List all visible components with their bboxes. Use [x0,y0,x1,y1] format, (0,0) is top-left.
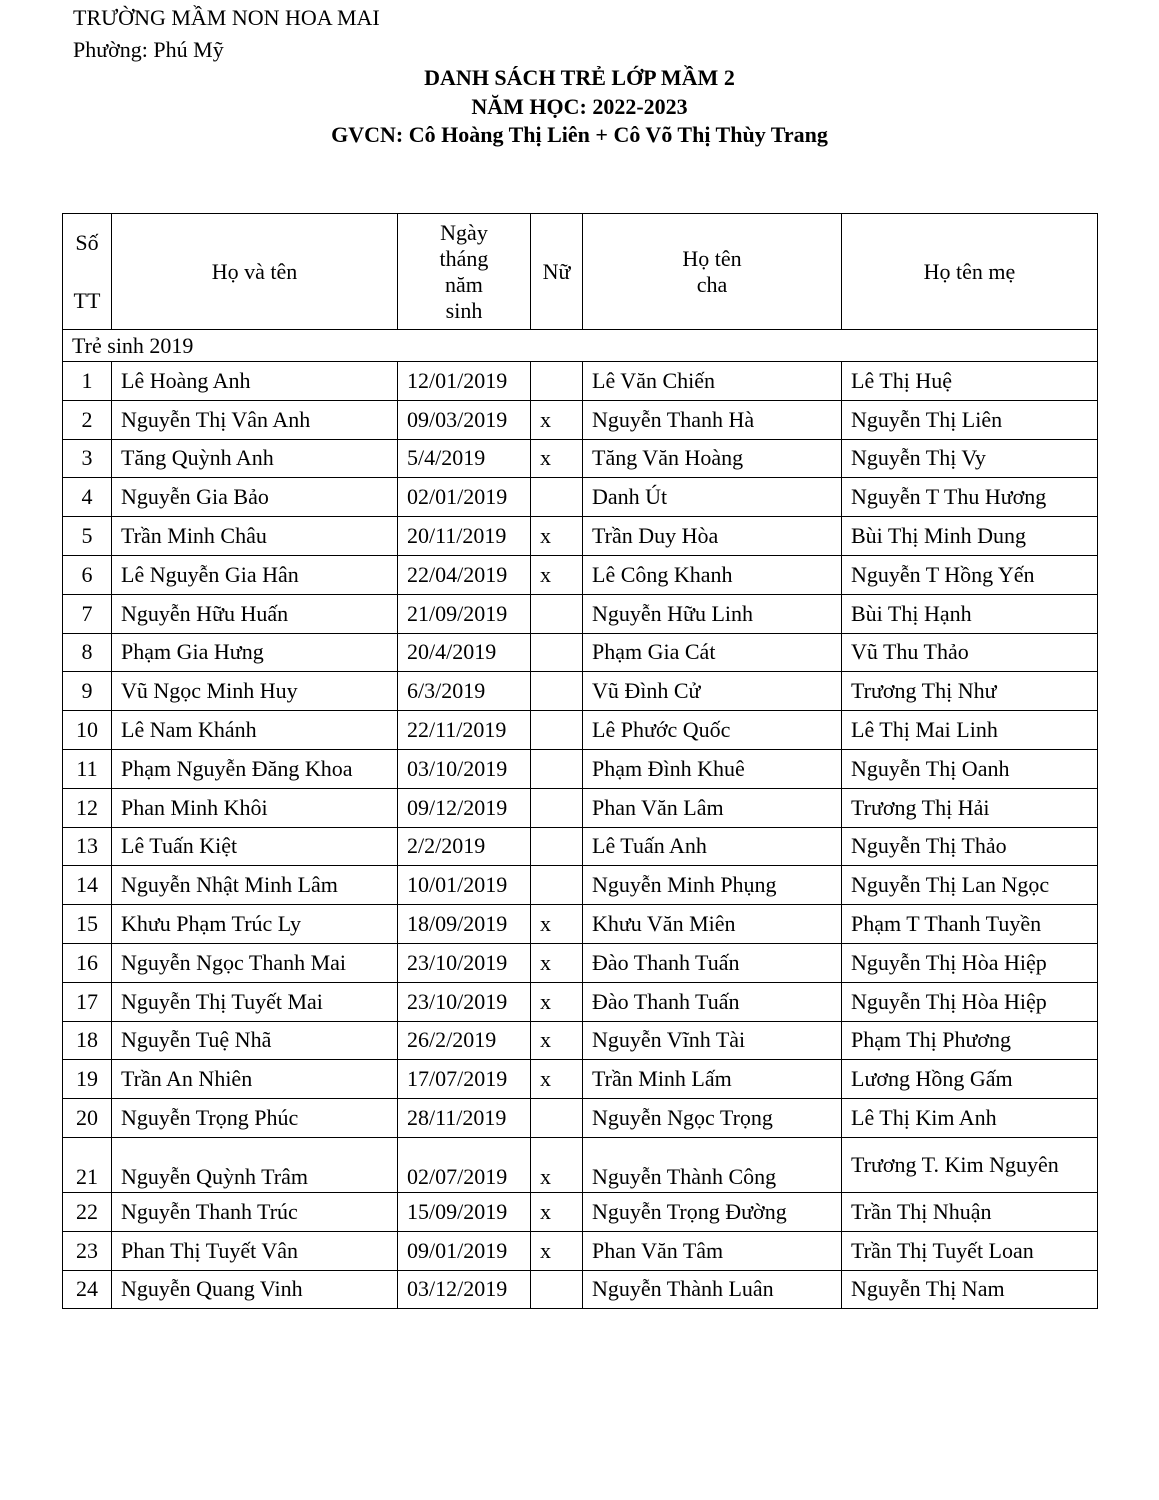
table-row [63,1021,1098,1060]
row-name: Vũ Ngọc Minh Huy [112,672,398,711]
row-female [531,1270,583,1309]
row-dob: 20/11/2019 [398,517,531,556]
row-name: Phan Minh Khôi [112,788,398,827]
row-female [531,788,583,827]
row-mother: Lê Thị Huệ [842,362,1098,401]
row-stt: 6 [63,555,112,594]
document-titles [0,64,1159,150]
row-dob: 15/09/2019 [398,1192,531,1231]
row-father: Lê Công Khanh [583,555,842,594]
table-row [63,1270,1098,1309]
row-name: Tăng Quỳnh Anh [112,439,398,478]
row-mother: Trần Thị Nhuận [842,1192,1098,1231]
row-dob: 09/01/2019 [398,1231,531,1270]
table-row [63,594,1098,633]
row-female: x [531,555,583,594]
row-mother: Nguyễn Thị Hòa Hiệp [842,982,1098,1021]
row-female [531,594,583,633]
table-row [63,1137,1098,1192]
row-mother: Nguyễn Thị Lan Ngọc [842,866,1098,905]
row-dob: 10/01/2019 [398,866,531,905]
row-mother: Nguyễn Thị Thảo [842,827,1098,866]
row-stt: 2 [63,400,112,439]
table-row [63,1192,1098,1231]
header-dob-2: tháng [439,245,489,271]
row-father: Đào Thanh Tuấn [583,943,842,982]
row-father: Lê Văn Chiến [583,362,842,401]
header-dob [398,214,531,330]
table-body [63,330,1098,1309]
row-stt: 24 [63,1270,112,1309]
row-stt: 7 [63,594,112,633]
row-mother: Lê Thị Mai Linh [842,711,1098,750]
header-father [583,214,842,330]
row-dob: 28/11/2019 [398,1099,531,1138]
row-dob: 09/03/2019 [398,400,531,439]
row-name: Nguyễn Thị Vân Anh [112,400,398,439]
row-mother: Lương Hồng Gấm [842,1060,1098,1099]
row-name: Nguyễn Quang Vinh [112,1270,398,1309]
row-dob: 23/10/2019 [398,982,531,1021]
row-name: Phạm Gia Hưng [112,633,398,672]
table-row [63,439,1098,478]
row-female [531,633,583,672]
row-dob: 12/01/2019 [398,362,531,401]
row-stt: 15 [63,905,112,944]
row-name: Nguyễn Ngọc Thanh Mai [112,943,398,982]
row-mother: Bùi Thị Hạnh [842,594,1098,633]
row-female: x [531,400,583,439]
row-dob: 21/09/2019 [398,594,531,633]
row-female: x [531,1231,583,1270]
row-stt: 14 [63,866,112,905]
row-stt: 10 [63,711,112,750]
table-row [63,711,1098,750]
row-dob: 22/04/2019 [398,555,531,594]
row-father: Đào Thanh Tuấn [583,982,842,1021]
row-name: Nguyễn Trọng Phúc [112,1099,398,1138]
row-name: Nguyễn Thị Tuyết Mai [112,982,398,1021]
header-father-1: Họ tên [682,245,742,271]
row-father: Tăng Văn Hoàng [583,439,842,478]
row-father: Phạm Gia Cát [583,633,842,672]
group-row [63,330,1098,362]
header-mother: Họ tên mẹ [842,214,1098,330]
table-row [63,749,1098,788]
row-mother: Nguyễn Thị Nam [842,1270,1098,1309]
row-name: Nguyễn Hữu Huấn [112,594,398,633]
row-stt: 21 [63,1137,112,1192]
row-female: x [531,982,583,1021]
table-row [63,943,1098,982]
row-dob: 17/07/2019 [398,1060,531,1099]
row-father: Danh Út [583,478,842,517]
row-dob: 20/4/2019 [398,633,531,672]
row-father: Nguyễn Thành Luân [583,1270,842,1309]
school-year: NĂM HỌC: 2022-2023 [471,93,688,119]
row-stt: 17 [63,982,112,1021]
row-female: x [531,1137,583,1192]
row-father: Nguyễn Trọng Đường [583,1192,842,1231]
header-dob-1: Ngày [440,219,488,245]
row-female [531,711,583,750]
table-row [63,633,1098,672]
row-mother: Trần Thị Tuyết Loan [842,1231,1098,1270]
row-dob: 18/09/2019 [398,905,531,944]
row-female: x [531,517,583,556]
row-name: Trần Minh Châu [112,517,398,556]
document-title: DANH SÁCH TRẺ LỚP MẦM 2 [424,65,735,90]
header-stt-top: Số [75,229,99,255]
row-mother: Lê Thị Kim Anh [842,1099,1098,1138]
header-stt [63,214,112,330]
row-female [531,478,583,517]
row-dob: 23/10/2019 [398,943,531,982]
row-father: Trần Duy Hòa [583,517,842,556]
row-mother: Nguyễn Thị Hòa Hiệp [842,943,1098,982]
row-name: Phan Thị Tuyết Vân [112,1231,398,1270]
header-dob-3: năm [445,271,483,297]
table-row [63,982,1098,1021]
row-mother: Nguyễn Thị Vy [842,439,1098,478]
header-father-2: cha [696,271,728,297]
row-stt: 8 [63,633,112,672]
row-female: x [531,943,583,982]
row-female [531,827,583,866]
row-father: Phan Văn Tâm [583,1231,842,1270]
header-stt-bottom: TT [73,287,101,313]
row-father: Phan Văn Lâm [583,788,842,827]
row-name: Nguyễn Thanh Trúc [112,1192,398,1231]
row-stt: 1 [63,362,112,401]
row-dob: 03/10/2019 [398,749,531,788]
header-dob-4: sinh [445,297,483,323]
ward-name: Phường: Phú Mỹ [73,37,224,62]
row-stt: 16 [63,943,112,982]
row-name: Nguyễn Gia Bảo [112,478,398,517]
table-row [63,788,1098,827]
row-dob: 2/2/2019 [398,827,531,866]
row-mother: Trương T. Kim Nguyên [842,1137,1098,1192]
school-name: TRƯỜNG MẦM NON HOA MAI [73,5,380,30]
row-father: Trần Minh Lấm [583,1060,842,1099]
row-female [531,1099,583,1138]
table-row [63,1231,1098,1270]
row-stt: 12 [63,788,112,827]
row-dob: 03/12/2019 [398,1270,531,1309]
row-stt: 18 [63,1021,112,1060]
row-stt: 5 [63,517,112,556]
group-label: Trẻ sinh 2019 [63,330,1098,362]
row-father: Khưu Văn Miên [583,905,842,944]
row-dob: 5/4/2019 [398,439,531,478]
row-father: Nguyễn Minh Phụng [583,866,842,905]
table-header [63,214,1098,330]
row-female: x [531,439,583,478]
row-stt: 4 [63,478,112,517]
row-stt: 20 [63,1099,112,1138]
row-dob: 6/3/2019 [398,672,531,711]
row-mother: Nguyễn Thị Oanh [842,749,1098,788]
row-female [531,749,583,788]
table-row [63,517,1098,556]
table-row [63,478,1098,517]
row-father: Nguyễn Hữu Linh [583,594,842,633]
table-row [63,555,1098,594]
table-row [63,827,1098,866]
row-stt: 11 [63,749,112,788]
row-female [531,866,583,905]
row-female [531,362,583,401]
row-female: x [531,1060,583,1099]
row-stt: 3 [63,439,112,478]
header-name: Họ và tên [112,214,398,330]
row-dob: 02/07/2019 [398,1137,531,1192]
row-mother: Trương Thị Hải [842,788,1098,827]
table-row [63,400,1098,439]
row-father: Nguyễn Thanh Hà [583,400,842,439]
table-row [63,866,1098,905]
row-name: Nguyễn Quỳnh Trâm [112,1137,398,1192]
row-stt: 23 [63,1231,112,1270]
row-dob: 22/11/2019 [398,711,531,750]
row-mother: Trương Thị Như [842,672,1098,711]
row-mother: Nguyễn Thị Liên [842,400,1098,439]
row-stt: 9 [63,672,112,711]
row-female: x [531,905,583,944]
table-row [63,1060,1098,1099]
row-father: Vũ Đình Cử [583,672,842,711]
row-dob: 02/01/2019 [398,478,531,517]
row-name: Khưu Phạm Trúc Ly [112,905,398,944]
table-row [63,672,1098,711]
row-stt: 13 [63,827,112,866]
row-stt: 22 [63,1192,112,1231]
row-father: Nguyễn Ngọc Trọng [583,1099,842,1138]
row-name: Lê Hoàng Anh [112,362,398,401]
row-father: Nguyễn Vĩnh Tài [583,1021,842,1060]
row-father: Lê Phước Quốc [583,711,842,750]
row-name: Lê Nguyễn Gia Hân [112,555,398,594]
table-row [63,905,1098,944]
row-dob: 26/2/2019 [398,1021,531,1060]
row-female [531,672,583,711]
homeroom-teachers: GVCN: Cô Hoàng Thị Liên + Cô Võ Thị Thùy Trang [331,122,828,147]
row-name: Nguyễn Nhật Minh Lâm [112,866,398,905]
row-female: x [531,1021,583,1060]
row-dob: 09/12/2019 [398,788,531,827]
row-father: Phạm Đình Khuê [583,749,842,788]
header-female: Nữ [531,214,583,330]
row-father: Nguyễn Thành Công [583,1137,842,1192]
row-mother: Vũ Thu Thảo [842,633,1098,672]
table-row [63,362,1098,401]
row-name: Nguyễn Tuệ Nhã [112,1021,398,1060]
row-name: Lê Nam Khánh [112,711,398,750]
row-name: Trần An Nhiên [112,1060,398,1099]
student-table [62,213,1098,1309]
row-stt: 19 [63,1060,112,1099]
row-mother: Nguyễn T Thu Hương [842,478,1098,517]
row-mother: Bùi Thị Minh Dung [842,517,1098,556]
row-mother: Phạm T Thanh Tuyền [842,905,1098,944]
row-father: Lê Tuấn Anh [583,827,842,866]
table-row [63,1099,1098,1138]
row-name: Lê Tuấn Kiệt [112,827,398,866]
row-name: Phạm Nguyễn Đăng Khoa [112,749,398,788]
row-mother: Phạm Thị Phương [842,1021,1098,1060]
row-female: x [531,1192,583,1231]
row-mother: Nguyễn T Hồng Yến [842,555,1098,594]
